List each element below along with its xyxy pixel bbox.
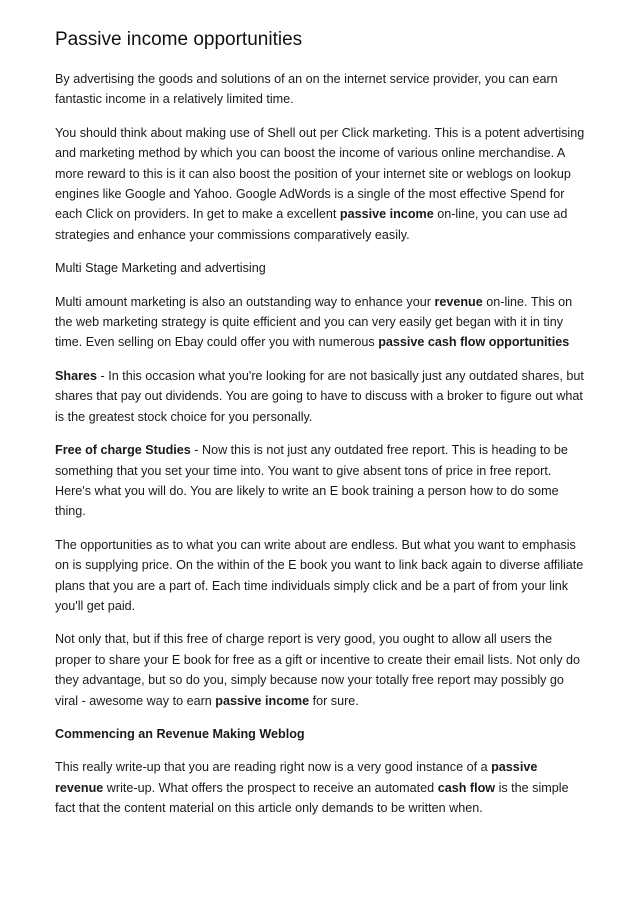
bold-keyword: revenue [434,294,483,309]
text-run: This really write-up that you are reading right now is a very good instance of a [55,760,492,775]
text-run: on-line, you can use ad strategies and enhance your commissions comparatively easily. [55,207,568,242]
paragraph-weblog [55,757,585,818]
paragraph-opportunities: The opportunities as to what you can write about are endless. But what you want to emphasis on is supplying price. On the within of the E book you want to link back again to diverse affiliate plans that you are a part of. Each time individuals simply click and be a part of from your link you'll get paid. [55,537,584,613]
paragraph-mlm-heading: Multi Stage Marketing and advertising [55,261,266,276]
text-run: for sure. [309,693,359,708]
paragraph-shares [55,366,585,427]
bold-keyword: passive revenue [55,760,538,795]
text-run: Not only that, but if this free of charge report is very good, you ought to allow all users the proper to share your E book for free as a gift or incentive to create their email lists. Not only do they advantage, but so do you, simply because now your totally free report may possibly go viral - awesome way to earn [55,632,580,708]
bold-keyword: passive income [215,693,310,708]
page-title: Passive income opportunities [55,29,303,50]
paragraph-pay-per-click [55,123,585,245]
section-heading-weblog [55,724,585,744]
text-run: write-up. What offers the prospect to receive an automated [103,780,438,795]
document-page [55,28,585,832]
text-run: - Now this is not just any outdated free report. This is heading to be something that you set your time into. You want to give absent tons of price in free report. Here's what you will do. You are likely to write an E book training a person how to do some thing. [55,443,568,519]
text-run: on-line. This on the web marketing strategy is quite efficient and you can very easily get began with it in tiny time. Even selling on Ebay could offer you with numerous [55,294,573,350]
bold-keyword: passive cash flow opportunities [378,335,570,350]
bold-keyword: cash flow [437,780,496,795]
bold-keyword: passive income [339,207,434,222]
bold-keyword: Free of charge Studies [55,443,191,458]
paragraph-intro: By advertising the goods and solutions of an on the internet service provider, you can earn fantastic income in a relatively limited time. [55,72,558,107]
paragraph-multi-level [55,292,585,353]
paragraph-viral [55,629,585,711]
paragraph-free-reports [55,440,585,522]
bold-keyword: Shares [55,368,98,383]
text-run: is the simple fact that the content material on this article only demands to be written when. [55,780,569,816]
text-run: - In this occasion what you're looking for are not basically just any outdated shares, but shares that pay out dividends. You are going to have to discuss with a broker to figure out what is the greatest stock choice for you personally. [55,368,584,424]
bold-heading: Commencing an Revenue Making Weblog [55,726,305,741]
text-run: You should think about making use of Shell out per Click marketing. This is a potent advertising and marketing method by which you can boost the income of various online merchandise. A more reward to this is it can also boost the position of your internet site or weblogs on lookup engines like Google and Yahoo. Google AdWords is a single of the most effective Spend for each Click on providers. In get to make a excellent [55,125,585,222]
text-run: Multi amount marketing is also an outstanding way to enhance your [55,294,435,309]
